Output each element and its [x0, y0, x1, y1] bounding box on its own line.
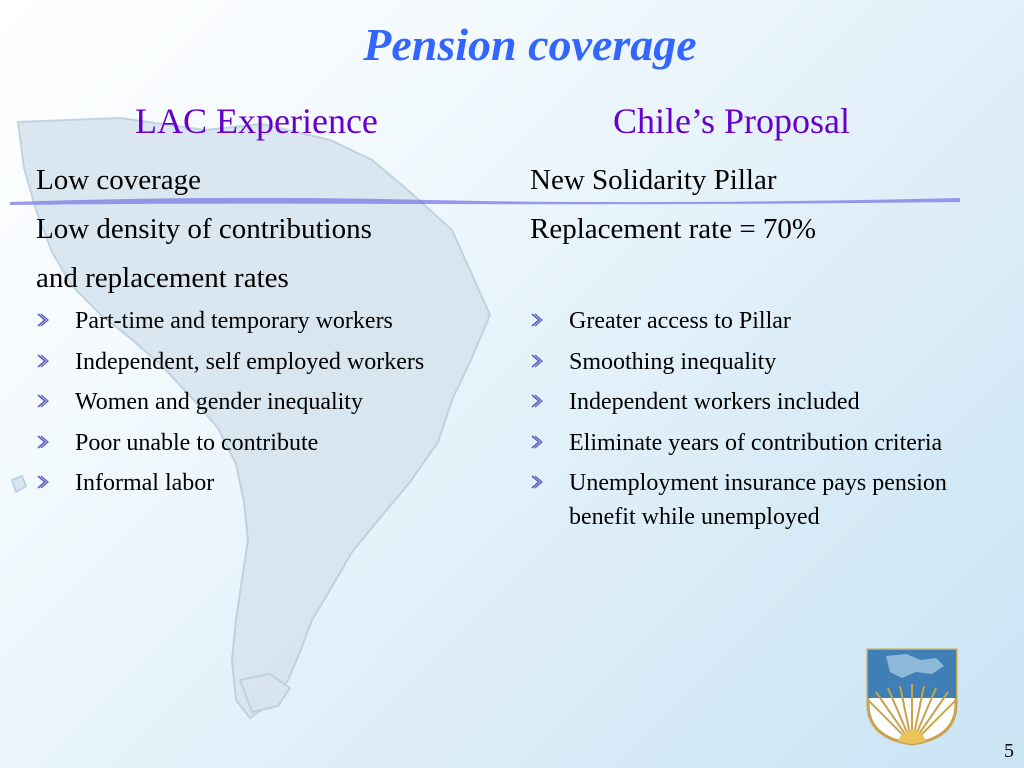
chevron-arrow-icon [36, 473, 50, 491]
left-line: Low coverage [36, 164, 202, 196]
bullet-item [530, 345, 990, 379]
chevron-arrow-icon [530, 473, 544, 491]
bullet-item [530, 426, 990, 460]
lac-experience-column [36, 156, 516, 507]
chevron-arrow-icon [530, 392, 544, 410]
lac-experience-heading: LAC Experience [135, 101, 378, 141]
lac-bullet-list [36, 304, 516, 500]
page-number: 5 [1004, 740, 1014, 762]
bullet-text: Eliminate years of contribution criteria [569, 429, 943, 456]
chile-proposal-column [530, 156, 990, 541]
bullet-item [36, 385, 516, 419]
bullet-item [530, 466, 990, 534]
right-line: New Solidarity Pillar [530, 164, 777, 196]
right-line: Replacement rate = 70% [530, 213, 817, 245]
sunrise-emblem-icon [866, 646, 958, 746]
bullet-item [36, 304, 516, 338]
bullet-item [36, 466, 516, 500]
chile-bullet-list [530, 304, 990, 534]
chevron-arrow-icon [36, 311, 50, 329]
chevron-arrow-icon [36, 433, 50, 451]
spacer [530, 254, 990, 303]
chile-proposal-heading: Chile’s Proposal [613, 101, 851, 141]
bullet-item [530, 385, 990, 419]
bullet-text: Independent, self employed workers [75, 348, 425, 375]
chevron-arrow-icon [530, 352, 544, 370]
slide-title: Pension coverage [363, 19, 697, 70]
chevron-arrow-icon [530, 311, 544, 329]
chevron-arrow-icon [36, 352, 50, 370]
bullet-item [36, 426, 516, 460]
chevron-arrow-icon [530, 433, 544, 451]
bullet-item [36, 345, 516, 379]
bullet-text: Part-time and temporary workers [75, 308, 393, 334]
left-line: and replacement rates [36, 262, 289, 294]
bullet-text: Smoothing inequality [569, 348, 777, 375]
bullet-text: Greater access to Pillar [569, 308, 791, 334]
bullet-text: Independent workers included [569, 389, 860, 415]
bullet-text: Poor unable to contribute [75, 429, 319, 456]
bullet-item [530, 304, 990, 338]
chevron-arrow-icon [36, 392, 50, 410]
bullet-text: Women and gender inequality [75, 389, 363, 415]
bullet-text: Informal labor [75, 470, 215, 496]
left-line: Low density of contributions [36, 213, 372, 245]
bullet-text: Unemployment insurance pays pension benefit while unemployed [569, 470, 947, 530]
